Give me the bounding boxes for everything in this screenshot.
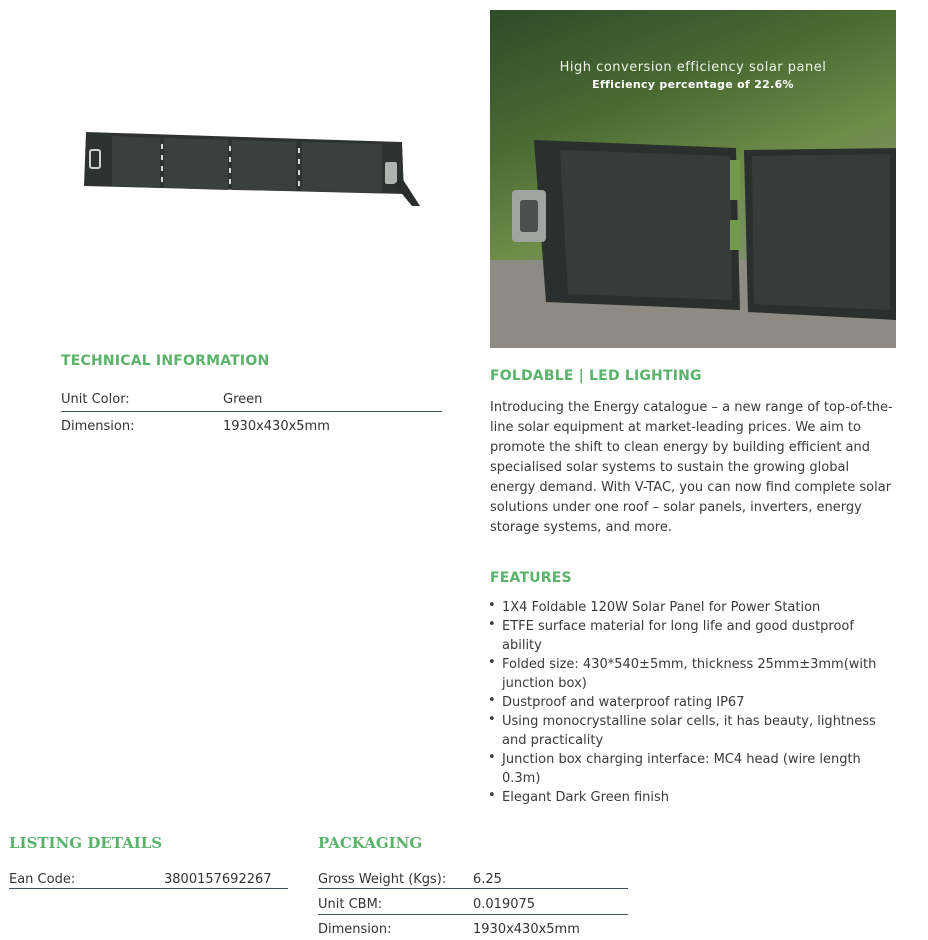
tech-value: 1930x430x5mm [223,419,330,434]
tech-row-dimension [61,419,441,437]
divider [9,888,288,889]
tech-row-color [61,392,441,410]
technical-info-title: TECHNICAL INFORMATION [61,353,270,369]
packaging-row-dimension [318,922,628,940]
product-description: Introducing the Energy catalogue – a new range of top-of-the-line solar equipment at market-leading prices. We aim to promote the shift to clean energy by building efficient and specialised solar systems to sustain the growing global energy demand. With V-TAC, you can now find complete solar solutions under one roof – solar panels, inverters, energy storage systems, and more. [490,400,893,535]
tech-label: Dimension: [61,419,135,434]
feature-item: • 1X4 Foldable 120W Solar Panel for Power Station [488,598,893,617]
hero-image [490,10,896,348]
tech-value: Green [223,392,263,407]
packaging-value: 1930x430x5mm [473,922,580,937]
feature-item: • Elegant Dark Green finish [488,788,893,807]
hero-subheadline: Efficiency percentage of 22.6% [592,78,794,91]
hero-headline: High conversion efficiency solar panel [559,60,827,75]
product-image [82,128,422,210]
packaging-value: 0.019075 [473,897,536,912]
divider [61,411,442,412]
feature-item: • Folded size: 430*540±5mm, thickness 25mm±3mm(with junction box) [488,655,893,693]
product-subtitle: FOLDABLE | LED LIGHTING [490,368,702,384]
divider [318,888,628,889]
packaging-label: Gross Weight (Kgs): [318,872,447,887]
packaging-label: Unit CBM: [318,897,383,912]
features-list [488,598,893,807]
packaging-title: PACKAGING [318,834,423,852]
feature-item: • ETFE surface material for long life and good dustproof ability [488,617,893,655]
features-title: FEATURES [490,570,572,586]
solar-panel-illustration [82,128,422,210]
feature-item: • Dustproof and waterproof rating IP67 [488,693,893,712]
packaging-label: Dimension: [318,922,392,937]
feature-item: • Using monocrystalline solar cells, it has beauty, lightness and practicality [488,712,893,750]
tech-label: Unit Color: [61,392,130,407]
listing-value: 3800157692267 [164,872,272,887]
listing-label: Ean Code: [9,872,76,887]
packaging-value: 6.25 [473,872,502,887]
feature-item: • Junction box charging interface: MC4 head (wire length 0.3m) [488,750,893,788]
divider [318,914,628,915]
packaging-row-cbm [318,897,628,915]
listing-details-title: LISTING DETAILS [9,834,163,852]
